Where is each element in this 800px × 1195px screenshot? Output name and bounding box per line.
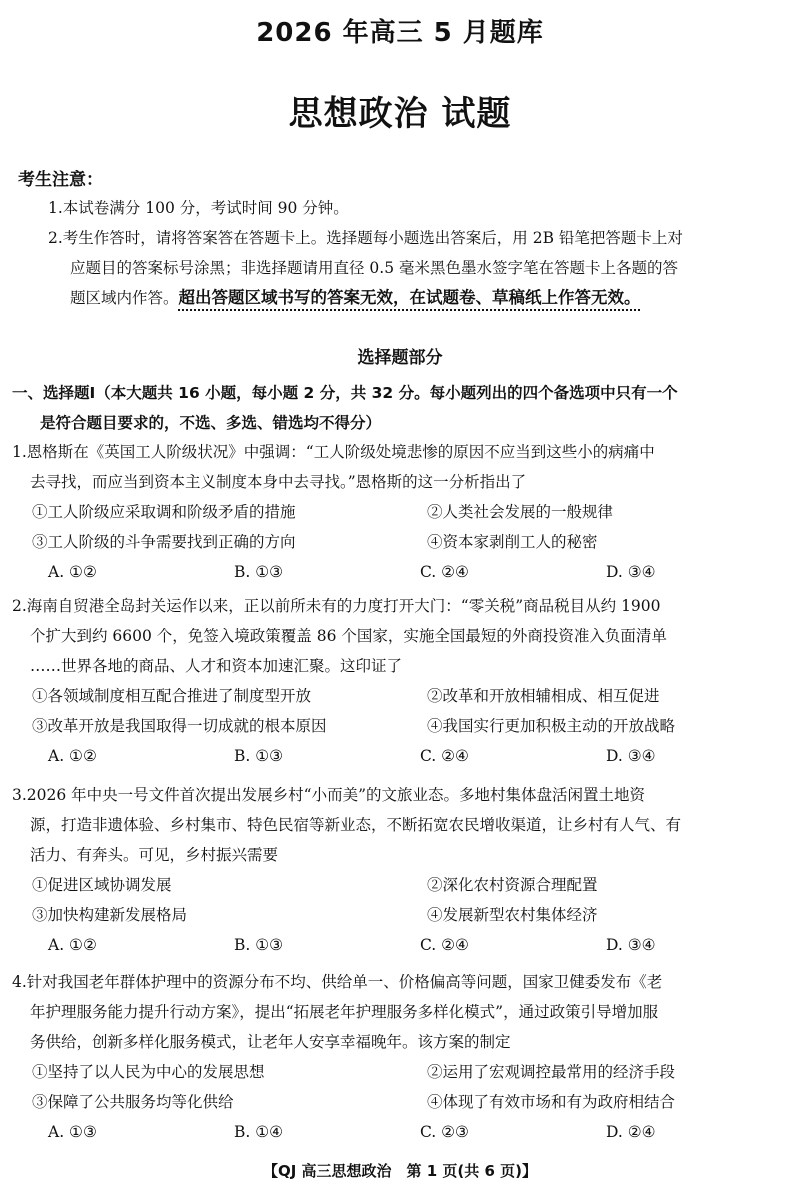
- question-4: [12, 967, 792, 1147]
- notice-emphasis-text: 超出答题区域书写的答案无效，在试题卷、草稿纸上作答无效。: [178, 288, 641, 307]
- exam-series-title: 2026 年高三 5 月题库: [256, 18, 544, 48]
- option-3: ③工人阶级的斗争需要找到正确的方向: [32, 533, 296, 551]
- notice-heading: 考生注意：: [18, 170, 103, 190]
- part-heading-line-1: 一、选择题Ⅰ（本大题共 16 小题，每小题 2 分，共 32 分。每小题列出的四个备选项中只有一个: [12, 384, 678, 402]
- answer-b: B. ①③: [234, 563, 284, 581]
- option-1: ①工人阶级应采取调和阶级矛盾的措施: [32, 503, 296, 521]
- notice-item-1: 1.本试卷满分 100 分，考试时间 90 分钟。: [48, 199, 349, 217]
- notice-item-2-line-3: [48, 283, 788, 313]
- question-stem-line: 3.2026 年中央一号文件首次提出发展乡村“小而美”的文旅业态。多地村集体盘活闲置土地资: [12, 786, 646, 804]
- section-title: 选择题部分: [357, 348, 443, 368]
- answer-d: D. ③④: [606, 747, 656, 765]
- answer-d: D. ③④: [606, 563, 656, 581]
- part-heading: [12, 378, 792, 438]
- option-row: [12, 1057, 792, 1087]
- question-stem-line: 源，打造非遗体验、乡村集市、特色民宿等新业态，不断拓宽农民增收渠道，让乡村有人气、有: [30, 816, 682, 834]
- answer-choices: [12, 557, 792, 587]
- answer-a: A. ①②: [48, 563, 97, 581]
- question-stem-line: 年护理服务能力提升行动方案》，提出“拓展老年护理服务多样化模式”，通过政策引导增加服: [30, 1003, 659, 1021]
- option-4: ④我国实行更加积极主动的开放战略: [427, 717, 676, 735]
- answer-d: D. ③④: [606, 936, 656, 954]
- option-2: ②运用了宏观调控最常用的经济手段: [427, 1063, 676, 1081]
- option-row: [12, 527, 792, 557]
- answer-a: A. ①③: [48, 1123, 97, 1141]
- part-heading-line-2: 是符合题目要求的，不选、多选、错选均不得分）: [40, 414, 382, 432]
- question-1: [12, 437, 792, 587]
- option-3: ③保障了公共服务均等化供给: [32, 1093, 234, 1111]
- page-footer: 【QJ 高三思想政治 第 1 页(共 6 页)】: [262, 1162, 538, 1180]
- question-stem-line: 去寻找，而应当到资本主义制度本身中去寻找。”恩格斯的这一分析指出了: [30, 473, 527, 491]
- answer-choices: [12, 1117, 792, 1147]
- question-stem-line: 务供给，创新多样化服务模式，让老年人安享幸福晚年。该方案的制定: [30, 1033, 511, 1051]
- option-1: ①促进区域协调发展: [32, 876, 172, 894]
- option-2: ②深化农村资源合理配置: [427, 876, 598, 894]
- option-row: [12, 870, 792, 900]
- answer-a: A. ①②: [48, 936, 97, 954]
- option-1: ①坚持了以人民为中心的发展思想: [32, 1063, 265, 1081]
- answer-a: A. ①②: [48, 747, 97, 765]
- exam-subject-title: 思想政治 试题: [288, 94, 512, 134]
- answer-choices: [12, 741, 792, 771]
- option-4: ④发展新型农村集体经济: [427, 906, 598, 924]
- option-row: [12, 711, 792, 741]
- option-3: ③改革开放是我国取得一切成就的根本原因: [32, 717, 327, 735]
- option-row: [12, 497, 792, 527]
- answer-c: C. ②④: [420, 563, 469, 581]
- option-4: ④资本家剥削工人的秘密: [427, 533, 598, 551]
- answer-c: C. ②④: [420, 747, 469, 765]
- answer-b: B. ①③: [234, 747, 284, 765]
- option-2: ②人类社会发展的一般规律: [427, 503, 614, 521]
- option-4: ④体现了有效市场和有为政府相结合: [427, 1093, 676, 1111]
- option-row: [12, 681, 792, 711]
- notice-item-2: [48, 223, 788, 313]
- question-stem-line: 4.针对我国老年群体护理中的资源分布不均、供给单一、价格偏高等问题，国家卫健委发布《老: [12, 973, 663, 991]
- option-2: ②改革和开放相辅相成、相互促进: [427, 687, 660, 705]
- question-3: [12, 780, 792, 960]
- notice-item-2-line-1: 2.考生作答时，请将答案答在答题卡上。选择题每小题选出答案后，用 2B 铅笔把答题卡上对: [48, 229, 683, 247]
- option-row: [12, 1087, 792, 1117]
- notice-item-2-line-2: 应题目的答案标号涂黑；非选择题请用直径 0.5 毫米黑色墨水签字笔在答题卡上各题的答: [70, 259, 679, 277]
- question-stem-line: 个扩大到约 6600 个，免签入境政策覆盖 86 个国家，实施全国最短的外商投资准入负面清单: [30, 627, 667, 645]
- question-stem-line: 活力、有奔头。可见，乡村振兴需要: [30, 846, 279, 864]
- answer-c: C. ②④: [420, 936, 469, 954]
- option-1: ①各领域制度相互配合推进了制度型开放: [32, 687, 312, 705]
- answer-choices: [12, 930, 792, 960]
- answer-b: B. ①③: [234, 936, 284, 954]
- question-stem-line: 1.恩格斯在《英国工人阶级状况》中强调：“工人阶级处境悲惨的原因不应当到这些小的病痛中: [12, 443, 655, 461]
- answer-d: D. ②④: [606, 1123, 656, 1141]
- option-3: ③加快构建新发展格局: [32, 906, 188, 924]
- answer-c: C. ②③: [420, 1123, 469, 1141]
- notice-item-2-line-3-text: 题区域内作答。: [70, 289, 179, 307]
- answer-b: B. ①④: [234, 1123, 284, 1141]
- question-stem-line: ……世界各地的商品、人才和资本加速汇聚。这印证了: [30, 657, 403, 675]
- option-row: [12, 900, 792, 930]
- question-stem-line: 2.海南自贸港全岛封关运作以来，正以前所未有的力度打开大门：“零关税”商品税目从约 1900: [12, 597, 661, 615]
- question-2: [12, 591, 792, 771]
